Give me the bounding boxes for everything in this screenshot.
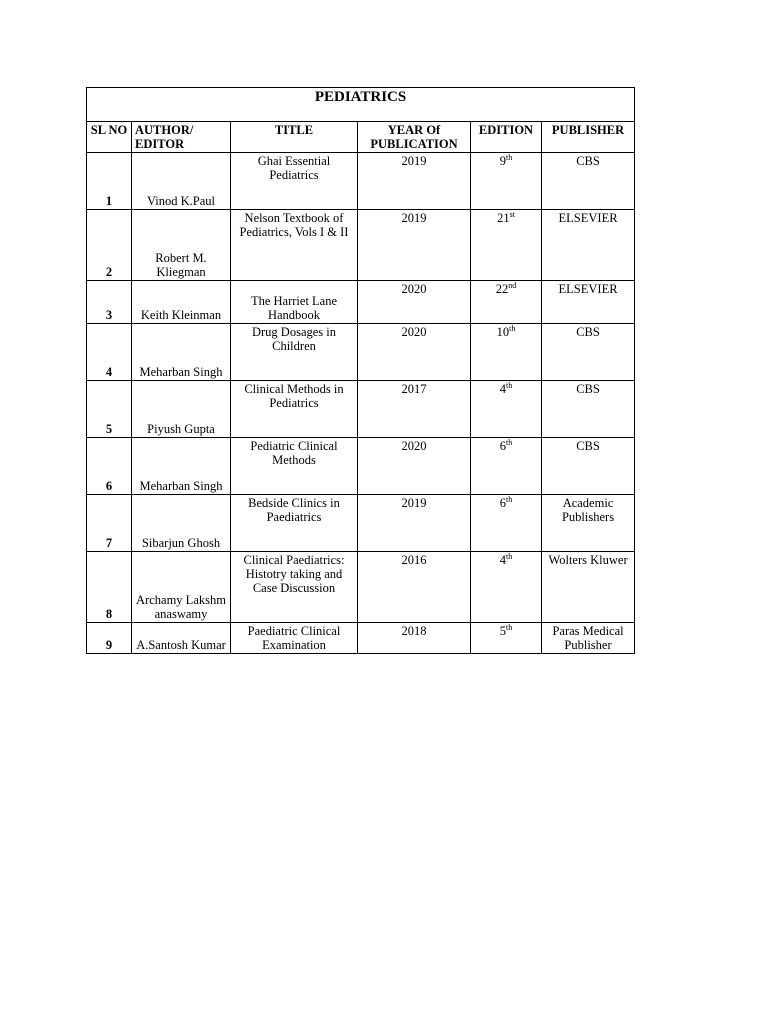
edition-cell bbox=[471, 552, 542, 623]
sl-no-cell: 8 bbox=[87, 552, 132, 623]
sl-no-cell: 1 bbox=[87, 153, 132, 210]
year-cell: 2019 bbox=[358, 495, 471, 552]
sl-no-cell: 9 bbox=[87, 623, 132, 654]
edition-number: 4 bbox=[499, 553, 506, 567]
year-cell: 2019 bbox=[358, 210, 471, 281]
title-cell: The Harriet Lane Handbook bbox=[231, 281, 358, 324]
edition-number: 22 bbox=[495, 282, 509, 296]
edition-cell bbox=[471, 153, 542, 210]
edition-suffix: th bbox=[506, 380, 513, 390]
year-cell: 2016 bbox=[358, 552, 471, 623]
edition-suffix: th bbox=[506, 622, 513, 632]
author-cell: Archamy Lakshmanaswamy bbox=[132, 552, 231, 623]
sl-no-cell: 6 bbox=[87, 438, 132, 495]
edition-cell bbox=[471, 438, 542, 495]
header-sl-no: SL NO bbox=[87, 122, 132, 153]
sl-no-cell: 3 bbox=[87, 281, 132, 324]
title-cell: Clinical Methods in Pediatrics bbox=[231, 381, 358, 438]
year-cell: 2018 bbox=[358, 623, 471, 654]
publisher-cell: CBS bbox=[542, 324, 635, 381]
edition-cell bbox=[471, 210, 542, 281]
publisher-cell: Paras Medical Publisher bbox=[542, 623, 635, 654]
edition-suffix: th bbox=[506, 437, 513, 447]
edition-cell bbox=[471, 381, 542, 438]
table-row bbox=[87, 153, 635, 210]
table-row bbox=[87, 324, 635, 381]
sl-no-cell: 2 bbox=[87, 210, 132, 281]
title-cell: Ghai Essential Pediatrics bbox=[231, 153, 358, 210]
year-cell: 2017 bbox=[358, 381, 471, 438]
publisher-cell: CBS bbox=[542, 153, 635, 210]
publisher-cell: ELSEVIER bbox=[542, 210, 635, 281]
sl-no-cell: 5 bbox=[87, 381, 132, 438]
edition-suffix: th bbox=[509, 323, 516, 333]
author-cell: Piyush Gupta bbox=[132, 381, 231, 438]
header-publisher: PUBLISHER bbox=[542, 122, 635, 153]
edition-suffix: st bbox=[509, 209, 515, 219]
author-cell: Robert M. Kliegman bbox=[132, 210, 231, 281]
header-title: TITLE bbox=[231, 122, 358, 153]
table-row bbox=[87, 495, 635, 552]
author-cell: Keith Kleinman bbox=[132, 281, 231, 324]
table-title-cell bbox=[87, 88, 635, 122]
edition-cell bbox=[471, 495, 542, 552]
header-year: YEAR Of PUBLICATION bbox=[358, 122, 471, 153]
edition-suffix: nd bbox=[508, 280, 517, 290]
edition-number: 21 bbox=[497, 211, 510, 225]
author-cell: A.Santosh Kumar bbox=[132, 623, 231, 654]
title-cell: Nelson Textbook of Pediatrics, Vols I & II bbox=[231, 210, 358, 281]
table-row bbox=[87, 281, 635, 324]
edition-number: 4 bbox=[499, 382, 506, 396]
edition-number: 6 bbox=[499, 496, 506, 510]
edition-suffix: th bbox=[506, 551, 513, 561]
year-cell: 2020 bbox=[358, 281, 471, 324]
title-cell: Clinical Paediatrics: Histotry taking and Case Discussion bbox=[231, 552, 358, 623]
table-row bbox=[87, 438, 635, 495]
title-cell: Bedside Clinics in Paediatrics bbox=[231, 495, 358, 552]
year-cell: 2020 bbox=[358, 324, 471, 381]
header-author: AUTHOR/ EDITOR bbox=[132, 122, 231, 153]
table-title-row bbox=[87, 88, 635, 122]
edition-cell bbox=[471, 324, 542, 381]
table-row bbox=[87, 552, 635, 623]
edition-cell bbox=[471, 623, 542, 654]
publisher-cell: CBS bbox=[542, 381, 635, 438]
sl-no-cell: 4 bbox=[87, 324, 132, 381]
sl-no-cell: 7 bbox=[87, 495, 132, 552]
edition-number: 6 bbox=[499, 439, 506, 453]
edition-number: 5 bbox=[499, 624, 506, 638]
title-cell: Paediatric Clinical Examination bbox=[231, 623, 358, 654]
table-row bbox=[87, 381, 635, 438]
title-cell: Drug Dosages in Children bbox=[231, 324, 358, 381]
author-cell: Meharban Singh bbox=[132, 324, 231, 381]
header-edition: EDITION bbox=[471, 122, 542, 153]
publisher-cell: CBS bbox=[542, 438, 635, 495]
book-list-table bbox=[86, 87, 635, 654]
author-cell: Vinod K.Paul bbox=[132, 153, 231, 210]
table-header-row bbox=[87, 122, 635, 153]
author-cell: Sibarjun Ghosh bbox=[132, 495, 231, 552]
publisher-cell: Wolters Kluwer bbox=[542, 552, 635, 623]
edition-number: 10 bbox=[496, 325, 510, 339]
publisher-cell: ELSEVIER bbox=[542, 281, 635, 324]
table-row bbox=[87, 623, 635, 654]
edition-cell bbox=[471, 281, 542, 324]
author-cell: Meharban Singh bbox=[132, 438, 231, 495]
year-cell: 2019 bbox=[358, 153, 471, 210]
edition-number: 9 bbox=[499, 154, 506, 168]
publisher-cell: Academic Publishers bbox=[542, 495, 635, 552]
table-title: PEDIATRICS bbox=[314, 89, 407, 105]
edition-suffix: th bbox=[506, 152, 513, 162]
title-cell: Pediatric Clinical Methods bbox=[231, 438, 358, 495]
edition-suffix: th bbox=[506, 494, 513, 504]
year-cell: 2020 bbox=[358, 438, 471, 495]
table-row bbox=[87, 210, 635, 281]
